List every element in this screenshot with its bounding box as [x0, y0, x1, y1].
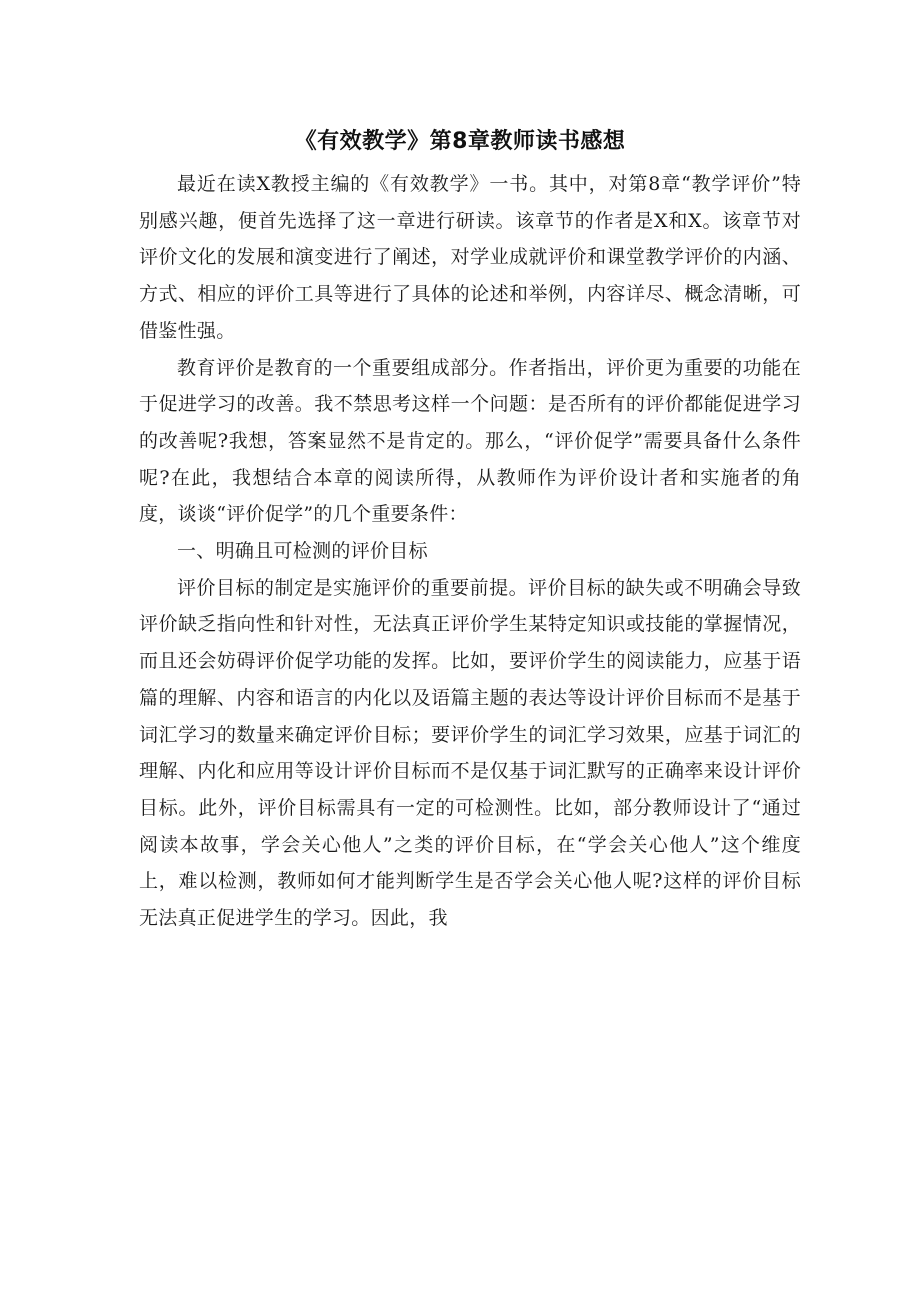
intro-paragraph: 最近在读X教授主编的《有效教学》一书。其中，对第8章“教学评价”特别感兴趣，便首先选择了这一章进行研读。该章节的作者是X和X。该章节对评价文化的发展和演变进行了阐述，对学业成就评价和课堂教学评价的内涵、方式、相应的评价工具等进行了具体的论述和举例，内容详尽、概念清晰，可借鉴性强。	[139, 173, 801, 342]
second-paragraph: 教育评价是教育的一个重要组成部分。作者指出，评价更为重要的功能在于促进学习的改善。我不禁思考这样一个问题：是否所有的评价都能促进学习的改善呢?我想，答案显然不是肯定的。那么，“评价促学”需要具备什么条件呢?在此，我想结合本章的阅读所得，从教师作为评价设计者和实施者的角度，谈谈“评价促学”的几个重要条件：	[139, 356, 801, 526]
section-heading: 一、明确且可检测的评价目标	[177, 540, 428, 563]
document-title: 《有效教学》第8章教师读书感想	[294, 129, 626, 154]
document-body	[139, 166, 801, 937]
section-paragraph: 评价目标的制定是实施评价的重要前提。评价目标的缺失或不明确会导致评价缺乏指向性和针对性，无法真正评价学生某特定知识或技能的掌握情况，而且还会妨碍评价促学功能的发挥。比如，要评价学生的阅读能力，应基于语篇的理解、内容和语言的内化以及语篇主题的表达等设计评价目标而不是基于词汇学习的数量来确定评价目标；要评价学生的词汇学习效果，应基于词汇的理解、内化和应用等设计评价目标而不是仅基于词汇默写的正确率来设计评价目标。此外，评价目标需具有一定的可检测性。比如，部分教师设计了“通过阅读本故事，学会关心他人”之类的评价目标，在“学会关心他人”这个维度上，难以检测，教师如何才能判断学生是否学会关心他人呢?这样的评价目标无法真正促进学生的学习。因此，我	[139, 576, 801, 930]
